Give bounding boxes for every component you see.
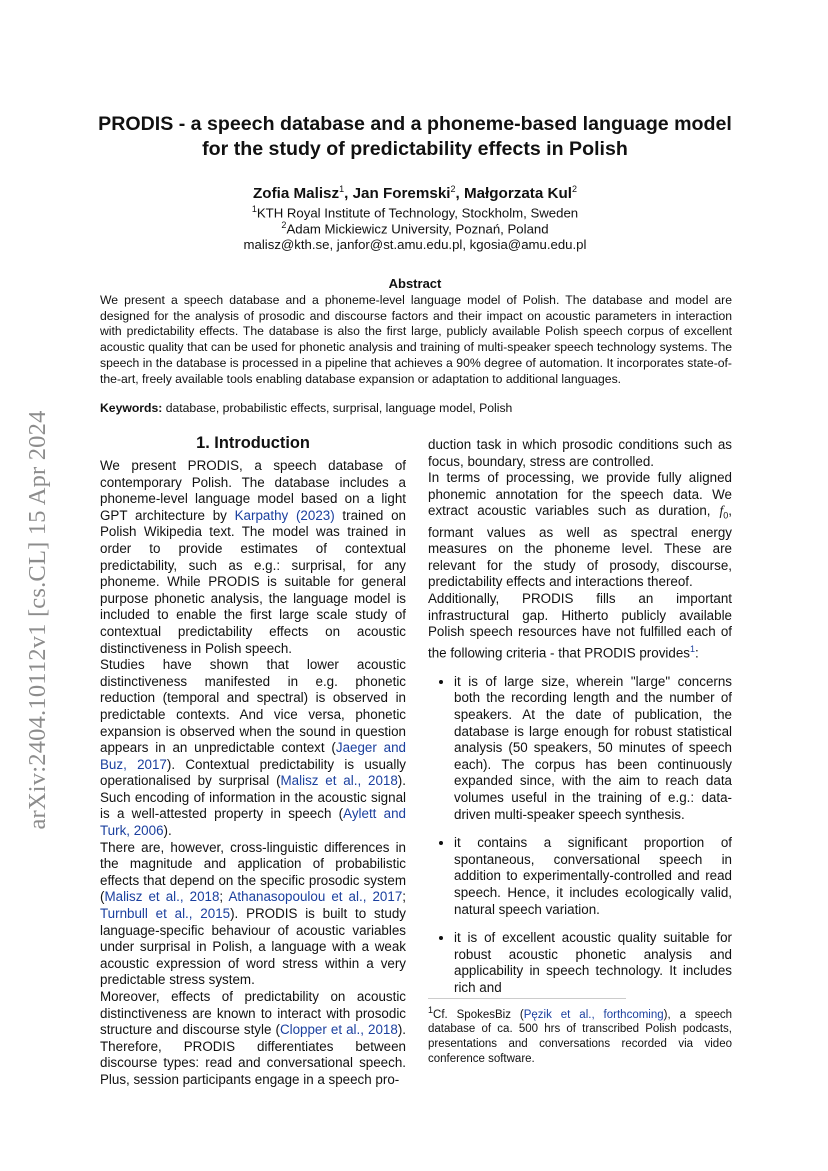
text-run: ). Therefore, PRODIS differentiates between discourse types: read and conversational speech. Plus, session participants engage in a speech pro- [100,1022,406,1087]
arxiv-id: arXiv:2404.10112v1 [cs.CL] 15 Apr 2024 [24,410,51,830]
affiliation-2-mark: 2 [281,220,287,230]
author-foremski: Jan Foremski [352,185,451,203]
author-separator: , [344,185,353,203]
author-emails: malisz@kth.se, janfor@st.amu.edu.pl, kgosia@amu.edu.pl [243,237,587,252]
text-run: Moreover, effects of predictability on acoustic distinctiveness are known to interact with prosodic structure and discourse style ( [100,989,406,1038]
text-run: , formant values as well as spectral energy measures on the phoneme level. These are relevant for the study of prosody, discourse, predictability effects and interactions thereof. [428,503,732,590]
intro-paragraph-6 [428,470,732,591]
text-run: ), a speech database of ca. 500 hrs of transcribed Polish podcasts, presentations and conversations recorded via video conference software. [428,1008,732,1065]
text-run: In terms of processing, we provide fully aligned phonemic annotation for the speech data. We extract acoustic variables such as duration, [428,470,732,519]
intro-paragraph-5: duction task in which prosodic conditions such as focus, boundary, stress are controlled. [428,437,732,469]
citation-link[interactable]: Jaeger and Buz, 2017 [100,740,406,772]
text-run: ). Contextual predictability is usually operationalised by surprisal ( [100,756,406,789]
citation-link[interactable]: Aylett and Turk, 2006 [100,806,407,839]
title-line-1: PRODIS - a speech database and a phoneme-based language model [98,113,732,135]
citation-link[interactable]: Pęzik et al., forthcoming [523,1008,664,1021]
affiliation-1-text: KTH Royal Institute of Technology, Stockholm, Sweden [256,205,579,221]
intro-paragraph-4 [100,989,406,1089]
citation-link[interactable]: Karpathy (2023) [234,507,335,523]
intro-paragraph-2 [100,657,406,840]
author-kul: Małgorzata Kul [463,185,572,203]
keywords-label: Keywords: [100,401,163,415]
author-list [100,184,730,202]
section-heading-introduction: 1. Introduction [196,434,310,452]
footnote-reference[interactable]: 1 [689,643,695,654]
citation-link[interactable]: Turnbull et al., 2015 [100,906,231,922]
title-line-2: for the study of predictability effects in Polish [202,138,628,160]
text-run: Studies have shown that lower acoustic distinctiveness manifested in e.g. phonetic reduction (temporal and spectral) is observed in predictable contexts. And vice versa, phonetic expansion is observed when the sound in question appears in an unpredictable context ( [100,657,406,756]
f0-symbol: f [719,503,724,519]
author-kul-affil: 2 [571,184,577,194]
keywords-line [100,401,512,415]
text-run: Cf. SpokesBiz ( [433,1008,524,1021]
author-malisz-affil: 1 [339,184,345,194]
citation-link[interactable]: Athanasopoulou et al., 2017 [228,889,403,905]
criteria-list [428,674,732,997]
f0-subscript: 0 [723,511,729,522]
arxiv-sidebar-stamp [13,360,63,880]
text-run: ; [402,889,406,905]
affiliation-1 [100,204,730,220]
text-run: ; [219,889,229,905]
text-run: ). Such encoding of information in the acoustic signal is a well-attested property in speech ( [100,773,406,822]
footnote [428,1003,732,1066]
citation-link[interactable]: Clopper et al., 2018 [279,1022,398,1038]
intro-paragraph-7 [428,591,732,662]
abstract-body: We present a speech database and a phoneme-level language model of Polish. The database and model are designed for the analysis of prosodic and discourse factors and their impact on acoustic parameters in interaction with predictability effects. The database is also the first large, publicly available Polish speech corpus of excellent acoustic quality that can be used for phonetic analysis and training of multi-speaker speech technology systems. The speech in the database is processed in a pipeline that achieves a 90% degree of automation. It incorporates state-of-the-art, freely available tools enabling database expansion or adaptation to additional languages. [100,293,732,386]
citation-link[interactable]: Malisz et al., 2018 [280,773,398,789]
footnote-mark: 1 [428,1005,434,1015]
footnote-divider [428,998,626,999]
criteria-item: • it is of large size, wherein "large" concerns both the recording length and the number of speakers. At the date of publication, the database is large enough for robust statistical analysis (50 speakers, 50 minutes of speech each). The corpus has been continuously expanded since, with the aim to reach data volumes useful in the training of e.g.: data-driven multi-speaker speech synthesis. [454,674,732,823]
intro-paragraph-1 [100,458,406,657]
text-run: There are, however, cross-linguistic differences in the magnitude and application of probabilistic effects that depend on the specific prosodic system ( [100,839,406,905]
intro-paragraph-3 [100,840,406,989]
abstract-heading: Abstract [388,276,442,291]
affiliation-2-text: Adam Mickiewicz University, Poznań, Poland [286,221,549,237]
text-run: Additionally, PRODIS fills an important infrastructural gap. Hitherto publicly available Polish speech resources have not fulfilled each of the following criteria - that PRODIS provides [428,591,732,661]
affiliation-1-mark: 1 [251,204,257,214]
author-separator: , [455,185,464,203]
right-column [428,437,732,1009]
affiliation-2 [100,220,730,236]
left-column [100,458,406,1089]
text-run: trained on Polish Wikipedia text. The model was trained in order to provide estimates of contextual predictability, such as e.g.: surprisal, for any phoneme. While PRODIS is suitable for general purpose phonetic analysis, the language model is included to enable the first large scale study of contextual predictability effects on acoustic distinctiveness in Polish speech. [100,507,406,656]
text-run: ). PRODIS is built to study language-specific behaviour of acoustic variables under surprisal in Polish, a language with a weak acoustic expression of word stress within a very predictable stress system. [100,906,406,988]
text-run: We present PRODIS, a speech database of contemporary Polish. The database includes a phoneme-level language model based on a light GPT architecture by [100,458,406,523]
text-run: ). [163,823,172,839]
citation-link[interactable]: Malisz et al., 2018 [104,889,220,905]
criteria-item: • it contains a significant proportion of spontaneous, conversational speech in addition to experimentally-controlled and read speech. Hence, it includes ecologically valid, natural speech variation. [454,835,732,918]
criteria-item: • it is of excellent acoustic quality suitable for robust acoustic phonetic analysis and applicability in speech technology. It includes rich and [454,930,732,996]
text-run: : [694,645,699,661]
paper-title [90,112,740,162]
author-foremski-affil: 2 [450,184,456,194]
keywords-text: database, probabilistic effects, surprisal, language model, Polish [162,401,513,415]
author-malisz: Zofia Malisz [253,185,340,203]
